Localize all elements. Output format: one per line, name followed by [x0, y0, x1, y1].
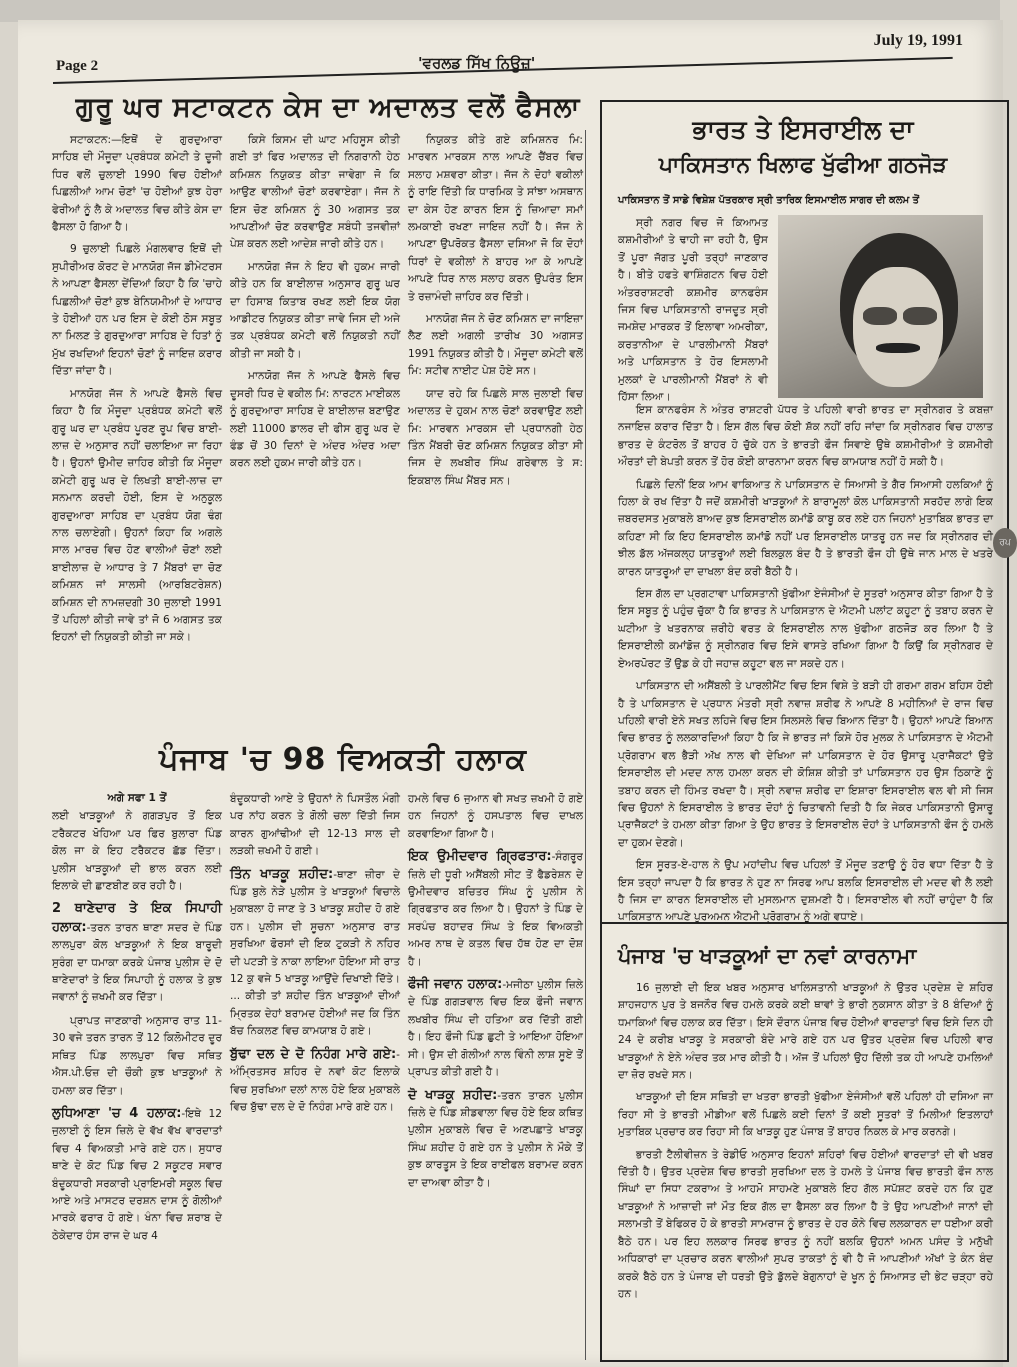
masthead: 'ਵਰਲਡ ਸਿੱਖ ਨਿਊਜ਼'	[418, 54, 536, 72]
paragraph: ਸਟਾਕਟਨ:—ਇਥੋਂ ਦੇ ਗੁਰਦੁਆਰਾ ਸਾਹਿਬ ਦੀ ਮੌਜੂਦਾ ਪ੍ਰਬੰਧਕ ਕਮੇਟੀ ਤੇ ਦੂਜੀ ਧਿਰ ਵਲੋਂ ਚੁਲਾਈ 1990 ਵਿਚ ਹੋਈਆਂ ਪਿਛਲੀਆਂ ਆਮ ਚੋਣਾਂ 'ਚ ਹੋਈਆਂ ਕੁਝ ਹੇਰਾ ਫੇਰੀਆਂ ਨੂੰ ਲੈ ਕੇ ਅਦਾਲਤ ਵਿਚ ਕੀਤੇ ਕੇਸ ਦਾ ਫੈਸਲਾ ਹੋ ਗਿਆ ਹੈ।	[52, 134, 222, 234]
paragraph: ਭਾਰਤੀ ਟੈਲੀਵੀਜ਼ਨ ਤੇ ਰੇਡੀਓ ਅਨੁਸਾਰ ਇਹਨਾਂ ਸ਼ਹਿਰਾਂ ਵਿਚ ਹੋਈਆਂ ਵਾਰਦਾਤਾਂ ਦੀ ਵੀ ਖਬਰ ਦਿੱਤੀ ਹੈ। ਉਤਰ ਪ੍ਰਦੇਸ਼ ਵਿਚ ਭਾਰਤੀ ਸੁਰਖਿਆ ਦਲ ਤੇ ਹਮਲੇ ਤੇ ਪੰਜਾਬ ਵਿਚ ਭਾਰਤੀ ਫੌਜ ਨਾਲ ਸਿੰਘਾਂ ਦਾ ਸਿਧਾ ਟਕਰਾਅ ਤੇ ਆਹਮੋ ਸਾਹਮਣੇ ਮੁਕਾਬਲੇ ਇਹ ਗੱਲ ਸਪੱਸ਼ਟ ਕਰਦੇ ਹਨ ਕਿ ਹੁਣ ਖਾੜਕੂਆਂ ਨੇ ਆਜ਼ਾਦੀ ਜਾਂ ਮੌਤ ਇਕ ਗੱਲ ਦਾ ਫੈਸਲਾ ਕਰ ਲਿਆ ਹੈ ਤੇ ਉਹ ਆਪਣੀਆਂ ਜਾਨਾਂ ਦੀ ਸਲਾਮਤੀ ਤੋਂ ਬੇਫਿਕਰ ਹੋ ਕੇ ਭਾਰਤੀ ਸਾਮਰਾਜ ਨੂੰ ਭਾਰਤ ਦੇ ਹਰ ਕੋਨੇ ਵਿਚ ਲਲਕਾਰਨ ਦਾ ਧਈਆ ਕਰੀ ਬੈਠੇ ਹਨ। ਪਰ ਇਹ ਲਲਕਾਰ ਸਿਰਫ ਭਾਰਤ ਨੂੰ ਨਹੀਂ ਬਲਕਿ ਉਹਨਾਂ ਅਮਨ ਪਸੰਦ ਤੇ ਮਨੁੱਖੀ ਅਧਿਕਾਰਾਂ ਦਾ ਪ੍ਰਚਾਰ ਕਰਨ ਵਾਲੀਆਂ ਸੁਪਰ ਤਾਕਤਾਂ ਨੂੰ ਵੀ ਹੈ ਜੋ ਆਪਣੀਆਂ ਅੱਖਾਂ ਤੇ ਕੰਨ ਬੰਦ ਕਰਕੇ ਬੈਠੇ ਹਨ ਤੇ ਪੰਜਾਬ ਦੀ ਧਰਤੀ ਉਤੇ ਡੁੱਲਦੇ ਬੇਗੁਨਾਹਾਂ ਦੇ ਖੂਨ ਨੂੰ ਸਿਆਸਤ ਦੀ ਭੇਟ ਚੜ੍ਹਾ ਰਹੇ ਹਨ।	[618, 1148, 993, 1300]
subheading: ਫੌਜੀ ਜਵਾਨ ਹਲਾਕ:	[408, 977, 503, 993]
page-number: Page 2	[56, 58, 99, 74]
paragraph: ਪ੍ਰਾਪਤ ਜਾਣਕਾਰੀ ਅਨੁਸਾਰ ਰਾਤ 11-30 ਵਜੇ ਤਰਨ ਤਾਰਨ ਤੋਂ 12 ਕਿਲੋਮੀਟਰ ਦੂਰ ਸਥਿਤ ਪਿੰਡ ਲਾਲਪੁਰਾ ਵਿਚ ਸਥਿਤ ਐਸ.ਪੀ.ਓਜ਼ ਦੀ ਚੌਕੀ ਕੁਝ ਖਾੜਕੂਆਂ ਨੇ ਹਮਲਾ ਕਰ ਦਿੱਤਾ।	[52, 1014, 222, 1097]
militants-headline: ਪੰਜਾਬ 'ਚ ਖਾੜਕੂਆਂ ਦਾ ਨਵਾਂ ਕਾਰਨਾਮਾ	[618, 944, 917, 968]
paragraph: ਕਿਸੇ ਕਿਸਮ ਦੀ ਘਾਟ ਮਹਿਸੂਸ ਕੀਤੀ ਗਈ ਤਾਂ ਫਿਰ ਅਦਾਲਤ ਦੀ ਨਿਗਰਾਨੀ ਹੇਠ ਕਮਿਸ਼ਨ ਨਿਯੁਕਤ ਕੀਤਾ ਜਾਵੇਗਾ ਜੋ ਕਿ ਆਉਣ ਵਾਲੀਆਂ ਚੋਣਾਂ ਕਰਵਾਏਗਾ। ਜੱਜ ਨੇ ਇਸ ਚੋਣ ਕਮਿਸ਼ਨ ਨੂੰ 30 ਅਗਸਤ ਤਕ ਆਪਣੀਆਂ ਚੋਣ ਕਰਵਾਉਣ ਸਬੰਧੀ ਤਜਵੀਜ਼ਾਂ ਪੇਸ਼ ਕਰਨ ਲਈ ਆਦੇਸ਼ ਜਾਰੀ ਕੀਤੇ ਹਨ।	[230, 134, 400, 251]
paragraph: -ਅੰਮ੍ਰਿਤਸਰ ਸ਼ਹਿਰ ਦੇ ਨਵਾਂ ਕੋਟ ਇਲਾਕੇ ਵਿਚ ਸੁਰਖਿਆ ਦਲਾਂ ਨਾਲ ਹੋਏ ਇਕ ਮੁਕਾਬਲੇ ਵਿਚ ਬੁੱਢਾ ਦਲ ਦੇ ਦੋ ਨਿਹੰਗ ਮਾਰੇ ਗਏ ਹਨ।	[230, 1048, 400, 1113]
subheading: ਤਿੰਨ ਖਾੜਕੂ ਸ਼ਹੀਦ:	[230, 866, 334, 882]
paragraph: ਮਾਨਯੋਗ ਜੱਜ ਨੇ ਆਪਣੇ ਫੈਸਲੇ ਵਿਚ ਕਿਹਾ ਹੈ ਕਿ ਮੌਜੂਦਾ ਪ੍ਰਬੰਧਕ ਕਮੇਟੀ ਵਲੋਂ ਗੁਰੂ ਘਰ ਦਾ ਪ੍ਰਬੰਧ ਪੂਰਣ ਰੂਪ ਵਿਚ ਬਾਈ-ਲਾਜ਼ ਦੇ ਅਨੁਸਾਰ ਨਹੀਂ ਚਲਾਇਆ ਜਾ ਰਿਹਾ ਹੈ। ਉਹਨਾਂ ਉਮੀਦ ਜ਼ਾਹਿਰ ਕੀਤੀ ਕਿ ਮੌਜੂਦਾ ਕਮੇਟੀ ਗੁਰੂ ਘਰ ਦੇ ਲਿਖਤੀ ਬਾਈ-ਲਾਜ਼ ਦਾ ਸਨਮਾਨ ਕਰਦੀ ਹੋਈ, ਇਸ ਦੇ ਅਨੁਕੂਲ ਗੁਰਦੁਆਰਾ ਸਾਹਿਬ ਦਾ ਪ੍ਰਬੰਧ ਯੋਗ ਢੰਗ ਨਾਲ ਚਲਾਏਗੀ। ਉਹਨਾਂ ਕਿਹਾ ਕਿ ਅਗਲੇ ਸਾਲ ਮਾਰਚ ਵਿਚ ਹੋਣ ਵਾਲੀਆਂ ਚੋਣਾਂ ਲਈ ਬਾਈਲਾਜ਼ ਦੇ ਆਧਾਰ ਤੇ 7 ਮੈਂਬਰਾਂ ਦਾ ਚੋਣ ਕਮਿਸ਼ਨ ਜਾਂ ਸਾਲਸੀ (ਆਰਬਿਟਰੇਸ਼ਨ) ਕਮਿਸ਼ਨ ਦੀ ਨਾਮਜ਼ਦਗੀ 30 ਜੁਲਾਈ 1991 ਤੋਂ ਪਹਿਲਾਂ ਕੀਤੀ ਜਾਵੇ ਤਾਂ ਜੋ 6 ਅਗਸਤ ਤਕ ਇਹਨਾਂ ਦੀ ਨਿਯੁਕਤੀ ਕੀਤੀ ਜਾ ਸਕੇ।	[52, 387, 222, 644]
paragraph: ਖਾੜਕੂਆਂ ਦੀ ਇਸ ਸਥਿਤੀ ਦਾ ਖਤਰਾ ਭਾਰਤੀ ਖੁੱਫੀਆ ਏਜੰਸੀਆਂ ਵਲੋਂ ਪਹਿਲਾਂ ਹੀ ਦਸਿਆ ਜਾ ਰਿਹਾ ਸੀ ਤੇ ਭਾਰਤੀ ਮੀਡੀਆ ਵਲੋਂ ਪਿਛਲੇ ਕਈ ਦਿਨਾਂ ਤੋਂ ਕਈ ਸੂਤਰਾਂ ਤੋਂ ਮਿਲੀਆਂ ਇਤਲਾਹਾਂ ਮੁਤਾਬਿਕ ਪ੍ਰਚਾਰ ਕਰ ਰਿਹਾ ਸੀ ਕਿ ਖਾੜਕੂ ਹੁਣ ਪੰਜਾਬ ਤੋਂ ਬਾਹਰ ਨਿਕਲ ਕੇ ਮਾਰ ਕਰਨਗੇ।	[618, 1091, 993, 1139]
israel-intro	[618, 215, 768, 404]
court-col-1	[52, 132, 222, 722]
paragraph: 9 ਚੁਲਾਈ ਪਿਛਲੇ ਮੰਗਲਵਾਰ ਇਥੋਂ ਦੀ ਸੁਪੀਰੀਅਰ ਕੋਰਟ ਦੇ ਮਾਨਯੋਗ ਜੱਜ ਡੀਮੇਟਰਸ ਨੇ ਆਪਣਾ ਫੈਸਲਾ ਦੇਂਦਿਆਂ ਕਿਹਾ ਹੈ ਕਿ 'ਚਾਹੇ ਪਿਛਲੀਆਂ ਚੋਣਾਂ ਕੁਝ ਬੇਨਿਯਮੀਆਂ ਦੇ ਆਧਾਰ ਤੇ ਹੋਈਆਂ ਹਨ ਪਰ ਇਸ ਦੇ ਕੋਈ ਠੋਸ ਸਬੂਤ ਨਾ ਮਿਲਣ ਤੇ ਗੁਰਦੁਆਰਾ ਸਾਹਿਬ ਦੇ ਹਿਤਾਂ ਨੂੰ ਮੁੱਖ ਰਖਦਿਆਂ ਇਹਨਾਂ ਚੋਣਾਂ ਨੂੰ ਜਾਇਜ਼ ਕਰਾਰ ਦਿੱਤਾ ਜਾਂਦਾ ਹੈ।	[52, 243, 223, 378]
paragraph: ਮਾਨਯੋਗ ਜੱਜ ਨੇ ਚੋਣ ਕਮਿਸ਼ਨ ਦਾ ਜਾਇਜ਼ਾ ਲੈਣ ਲਈ ਅਗਲੀ ਤਾਰੀਖ 30 ਅਗਸਤ 1991 ਨਿਯੁਕਤ ਕੀਤੀ ਹੈ। ਮੌਜੂਦਾ ਕਮੇਟੀ ਵਲੋਂ ਮਿ: ਸਟੀਵ ਨਾਈਟ ਪੇਸ਼ ਹੋਏ ਸਨ।	[408, 313, 583, 378]
punjab98-headline: ਪੰਜਾਬ 'ਚ 98 ਵਿਅਕਤੀ ਹਲਾਕ	[159, 742, 527, 777]
paragraph: ਬੰਦੂਕਧਾਰੀ ਆਏ ਤੇ ਉਹਨਾਂ ਨੇ ਪਿਸਤੌਲ ਮੰਗੀ ਪਰ ਨਾਂਹ ਕਰਨ ਤੇ ਗੋਲੀ ਚਲਾ ਦਿੱਤੀ ਜਿਸ ਕਾਰਨ ਗੁਆਂਢੀਆਂ ਦੀ 12-13 ਸਾਲ ਦੀ ਲੜਕੀ ਜ਼ਖਮੀ ਹੋ ਗਈ।	[230, 793, 400, 858]
mustache-shape	[876, 343, 920, 353]
paragraph: -ਇਥੇ 12 ਜੁਲਾਈ ਨੂੰ ਇਸ ਜ਼ਿਲੇ ਦੇ ਵੱਖ ਵੱਖ ਵਾਰਦਾਤਾਂ ਵਿਚ 4 ਵਿਅਕਤੀ ਮਾਰੇ ਗਏ ਹਨ। ਸੁਧਾਰ ਥਾਣੇ ਦੇ ਕੋਟ ਪਿੰਡ ਵਿਚ 2 ਸਕੂਟਰ ਸਵਾਰ ਬੰਦੂਕਧਾਰੀ ਸਰਕਾਰੀ ਪ੍ਰਾਇਮਰੀ ਸਕੂਲ ਵਿਚ ਆਏ ਅਤੇ ਮਾਸਟਰ ਦਰਸ਼ਨ ਦਾਸ ਨੂੰ ਗੋਲੀਆਂ ਮਾਰਕੇ ਫਰਾਰ ਹੋ ਗਏ। ਖੰਨਾ ਵਿਚ ਸ਼ਰਾਬ ਦੇ ਠੇਕੇਦਾਰ ਹੰਸ ਰਾਜ ਦੇ ਘਰ 4	[52, 1107, 222, 1242]
paragraph: ਨਿਯੁਕਤ ਕੀਤੇ ਗਏ ਕਮਿਸ਼ਨਰ ਮਿ: ਮਾਰਵਨ ਮਾਰਕਸ ਨਾਲ ਆਪਣੇ ਚੈਂਬਰ ਵਿਚ ਸਲਾਹ ਮਸ਼ਵਰਾ ਕੀਤਾ। ਜੱਜ ਨੇ ਦੋਹਾਂ ਵਕੀਲਾਂ ਨੂੰ ਰਾਇ ਦਿੱਤੀ ਕਿ ਧਾਰਮਿਕ ਤੇ ਸਾਂਝਾ ਅਸਥਾਨ ਦਾ ਕੇਸ ਹੋਣ ਕਾਰਨ ਇਸ ਨੂੰ ਜ਼ਿਆਦਾ ਸਮਾਂ ਲਮਕਾਈ ਰਖਣਾ ਜਾਇਜ਼ ਨਹੀਂ ਹੈ। ਜੱਜ ਨੇ ਆਪਣਾ ਉਪਰੋਕਤ ਫੈਸਲਾ ਦਸਿਆ ਜੋ ਕਿ ਦੋਹਾਂ ਧਿਰਾਂ ਦੇ ਵਕੀਲਾਂ ਨੇ ਬਾਹਰ ਆ ਕੇ ਆਪਣੇ ਆਪਣੇ ਧਿਰ ਨਾਲ ਸਲਾਹ ਕਰਨ ਉਪਰੰਤ ਇਸ ਤੇ ਰਜ਼ਾਮੰਦੀ ਜ਼ਾਹਿਰ ਕਰ ਦਿੱਤੀ।	[408, 134, 583, 303]
paragraph: -ਮਜੀਠਾ ਪੁਲੀਸ ਜ਼ਿਲੇ ਦੇ ਪਿੰਡ ਗਗੜਵਾਲ ਵਿਚ ਇਕ ਫੌਜੀ ਜਵਾਨ ਲਖਬੀਰ ਸਿੰਘ ਦੀ ਹਤਿਆ ਕਰ ਦਿੱਤੀ ਗਈ ਹੈ। ਇਹ ਫੌਜੀ ਪਿੰਡ ਛੁਟੀ ਤੇ ਆਇਆ ਹੋਇਆ ਸੀ। ਉਸ ਦੀ ਗੋਲੀਆਂ ਨਾਲ ਵਿੰਨੀ ਲਾਸ਼ ਸੂਏ ਤੋਂ ਪ੍ਰਾਪਤ ਕੀਤੀ ਗਈ ਹੈ।	[408, 979, 583, 1079]
newspaper-page	[18, 20, 1011, 1367]
punjab98-col-2	[230, 790, 400, 1360]
glasses-icon	[903, 307, 937, 325]
paragraph: -ਤਰਨ ਤਾਰਨ ਥਾਣਾ ਸਦਰ ਦੇ ਪਿੰਡ ਲਾਲਪੁਰਾ ਕੋਲ ਖਾੜਕੂਆਂ ਨੇ ਇਕ ਬਾਰੂਦੀ ਸੁਰੰਗ ਦਾ ਧਮਾਕਾ ਕਰਕੇ ਪੰਜਾਬ ਪੁਲੀਸ ਦੇ ਦੋ ਥਾਣੇਦਾਰਾਂ ਤੇ ਇਕ ਸਿਪਾਹੀ ਨੂੰ ਹਲਾਕ ਤੇ ਕੁਝ ਜਵਾਨਾਂ ਨੂੰ ਜ਼ਖਮੀ ਕਰ ਦਿੱਤਾ।	[52, 921, 222, 1004]
issue-date: July 19, 1991	[873, 32, 963, 49]
paragraph: ਇਸ ਸੂਰਤ-ਏ-ਹਾਲ ਨੇ ਉਪ ਮਹਾਂਦੀਪ ਵਿਚ ਪਹਿਲਾਂ ਤੋਂ ਮੌਜੂਦ ਤਣਾਉ ਨੂੰ ਹੋਰ ਵਧਾ ਦਿੱਤਾ ਹੈ ਤੇ ਇਸ ਤਰ੍ਹਾਂ ਜਾਪਦਾ ਹੈ ਕਿ ਭਾਰਤ ਨੇ ਹੁਣ ਨਾ ਸਿਰਫ ਆਪ ਬਲਕਿ ਇਸਰਾਈਲ ਦੀ ਮਦਦ ਵੀ ਲੈ ਲਈ ਹੈ ਜਿਸ ਦਾ ਕਾਰਨ ਇਸਰਾਈਲ ਦੀ ਮੁਸਲਮਾਨ ਦੁਸ਼ਮਣੀ ਹੈ। ਇਸਰਾਈਲ ਵੀ ਨਹੀਂ ਚਾਹੁੰਦਾ ਹੈ ਕਿ ਪਾਕਿਸਤਾਨ ਆਪਣੇ ਪੁਰਅਮਨ ਐਟਮੀ ਪ੍ਰੋਗਰਾਮ ਨੂੰ ਅਗੇ ਵਧਾਏ।	[618, 859, 993, 924]
israel-headline: ਭਾਰਤ ਤੇ ਇਸਰਾਈਲ ਦਾ ਪਾਕਿਸਤਾਨ ਖਿਲਾਫ ਖੁੱਫੀਆ ਗਠਜੋੜ	[658, 115, 948, 178]
israel-byline: ਪਾਕਿਸਤਾਨ ਤੋਂ ਸਾਡੇ ਵਿਸ਼ੇਸ਼ ਪੱਤਰਕਾਰ ਸ੍ਰੀ ਤਾਰਿਕ ਇਸਮਾਈਲ ਸਾਗਰ ਦੀ ਕਲਮ ਤੋਂ	[618, 195, 920, 206]
subheading: ਲੁਧਿਆਣਾ 'ਚ 4 ਹਲਾਕ:	[52, 1105, 182, 1121]
paragraph: ਮਾਨਯੋਗ ਜੱਜ ਨੇ ਇਹ ਵੀ ਹੁਕਮ ਜਾਰੀ ਕੀਤੇ ਹਨ ਕਿ ਬਾਈਲਾਜ਼ ਅਨੁਸਾਰ ਗੁਰੂ ਘਰ ਦਾ ਹਿਸਾਬ ਕਿਤਾਬ ਰਖਣ ਲਈ ਇਕ ਯੋਗ ਆਡੀਟਰ ਨਿਯੁਕਤ ਕੀਤਾ ਜਾਵੇ ਜਿਸ ਦੀ ਅਜੇ ਤਕ ਪ੍ਰਬੰਧਕ ਕਮੇਟੀ ਵਲੋਂ ਨਿਯੁਕਤੀ ਨਹੀਂ ਕੀਤੀ ਜਾ ਸਕੀ ਹੈ।	[230, 260, 400, 360]
court-col-3	[408, 132, 583, 722]
paragraph: ਮਾਨਯੋਗ ਜੱਜ ਨੇ ਆਪਣੇ ਫੈਸਲੇ ਵਿਚ ਦੂਸਰੀ ਧਿਰ ਦੇ ਵਕੀਲ ਮਿ: ਨਾਰਟਨ ਮਾਈਕਲ ਨੂੰ ਗੁਰਦੁਆਰਾ ਸਾਹਿਬ ਦੇ ਬਾਈਲਾਜ਼ ਬਣਾਉਣ ਲਈ 11000 ਡਾਲਰ ਦੀ ਫੀਸ ਗੁਰੂ ਘਰ ਦੇ ਫੰਡ ਚੋਂ 30 ਦਿਨਾਂ ਦੇ ਅੰਦਰ ਅੰਦਰ ਅਦਾ ਕਰਨ ਲਈ ਹੁਕਮ ਜਾਰੀ ਕੀਤੇ ਹਨ।	[230, 370, 400, 470]
column-divider	[585, 130, 586, 1360]
paragraph: -ਥਾਣਾ ਜ਼ੀਰਾ ਦੇ ਪਿੰਡ ਬੁਲੇ ਨੇੜੇ ਪੁਲੀਸ ਤੇ ਖਾੜਕੂਆਂ ਵਿਚਾਲੇ ਮੁਕਾਬਲਾ ਹੋ ਜਾਣ ਤੇ 3 ਖਾੜਕੂ ਸ਼ਹੀਦ ਹੋ ਗਏ ਹਨ। ਪੁਲੀਸ ਦੀ ਸੂਚਨਾ ਅਨੁਸਾਰ ਰਾਤ ਸੁਰਖਿਆ ਫੋਰਸਾਂ ਦੀ ਇਕ ਟੁਕੜੀ ਨੇ ਨਹਿਰ ਦੀ ਪਟੜੀ ਤੇ ਨਾਕਾ ਲਾਇਆ ਹੋਇਆ ਸੀ ਰਾਤ 12 ਕੁ ਵਜੇ 5 ਖਾੜਕੂ ਆਉਂਦੇ ਦਿਖਾਈ ਦਿੱਤੇ। ... ਕੀਤੀ ਤਾਂ ਸ਼ਹੀਦ ਤਿੰਨ ਖਾੜਕੂਆਂ ਦੀਆਂ ਮ੍ਰਿਤਕ ਦੇਹਾਂ ਬਰਾਮਦ ਹੋਈਆਂ ਜਦ ਕਿ ਤਿੰਨ ਬੱਚ ਨਿਕਲਣ ਵਿਚ ਕਾਮਯਾਬ ਹੋ ਗਏ।	[230, 868, 401, 1038]
punjab98-col-3	[408, 790, 583, 1360]
subheading: 2 ਥਾਣੇਦਾਰ ਤੇ ਇਕ ਸਿਪਾਹੀ ਹਲਾਕ:	[52, 901, 222, 935]
court-col-2	[230, 132, 400, 722]
militants-body	[618, 980, 993, 1350]
subheading: ਬੁੱਢਾ ਦਲ ਦੇ ਦੋ ਨਿਹੰਗ ਮਾਰੇ ਗਏ:	[230, 1046, 397, 1062]
continued-from-label: ਅਗੇ ਸਫਾ 1 ਤੋਂ	[107, 792, 167, 804]
court-headline: ਗੁਰੂ ਘਰ ਸਟਾਕਟਨ ਕੇਸ ਦਾ ਅਦਾਲਤ ਵਲੋਂ ਫੈਸਲਾ	[75, 92, 581, 123]
paragraph: ਸ੍ਰੀ ਨਗਰ ਵਿਚ ਜੋ ਕਿਆਮਤ ਕਸ਼ਮੀਰੀਆਂ ਤੇ ਢਾਹੀ ਜਾ ਰਹੀ ਹੈ, ਉਸ ਤੋਂ ਪੂਰਾ ਜੱਗਤ ਪੂਰੀ ਤਰ੍ਹਾਂ ਜਾਣਕਾਰ ਹੈ। ਬੀਤੇ ਹਫਤੇ ਵਾਸ਼ਿੰਗਟਨ ਵਿਚ ਹੋਈ ਅੰਤਰਰਾਸ਼ਟਰੀ ਕਸ਼ਮੀਰ ਕਾਨਫਰੰਸ ਜਿਸ ਵਿਚ ਪਾਕਿਸਤਾਨੀ ਰਾਜਦੂਤ ਸ੍ਰੀ ਜਮਸ਼ੇਦ ਮਾਰਕਰ ਤੋਂ ਇਲਾਵਾ ਅਮਰੀਕਾ, ਕਰਤਾਨੀਆ ਦੇ ਪਾਰਲੀਮਾਨੀ ਮੈਂਬਰਾਂ ਅਤੇ ਪਾਕਿਸਤਾਨ ਤੇ ਹੋਰ ਇਸਲਾਮੀ ਮੁਲਕਾਂ ਦੇ ਪਾਰਲੀਮਾਨੀ ਮੈਂਬਰਾਂ ਨੇ ਵੀ ਹਿੱਸਾ ਲਿਆ।	[618, 217, 768, 404]
subheading: ਇਕ ਉਮੀਦਵਾਰ ਗ੍ਰਿਫਤਾਰ:	[408, 849, 552, 865]
subheading: ਦੋ ਖਾੜਕੂ ਸ਼ਹੀਦ:	[408, 1087, 498, 1103]
paragraph: ਇਸ ਕਾਨਫਰੰਸ ਨੇ ਅੰਤਰ ਰਾਸ਼ਟਰੀ ਪੱਧਰ ਤੇ ਪਹਿਲੀ ਵਾਰੀ ਭਾਰਤ ਦਾ ਸ੍ਰੀਨਗਰ ਤੇ ਕਬਜ਼ਾ ਨਜਾਇਜ਼ ਕਰਾਰ ਦਿੱਤਾ ਹੈ। ਇਸ ਗੱਲ ਵਿਚ ਕੋਈ ਸ਼ੱਕ ਨਹੀਂ ਰਹਿ ਜਾਂਦਾ ਕਿ ਸ੍ਰੀਨਗਰ ਵਿਚ ਹਾਲਾਤ ਭਾਰਤ ਦੇ ਕੰਟਰੋਲ ਤੋਂ ਬਾਹਰ ਹੋ ਚੁੱਕੇ ਹਨ ਤੇ ਭਾਰਤੀ ਫੌਜ ਸਿਵਾਏ ਉਥੇ ਕਸ਼ਮੀਰੀਆਂ ਤੇ ਕਸ਼ਮੀਰੀ ਔਰਤਾਂ ਦੀ ਬੇਪਤੀ ਕਰਨ ਤੋਂ ਹੋਰ ਕੋਈ ਕਾਰਨਾਮਾ ਕਰਨ ਵਿਚ ਕਾਮਯਾਬ ਨਹੀਂ ਹੋ ਸਕੀ ਹੈ।	[618, 404, 993, 469]
paragraph: ਪਾਕਿਸਤਾਨ ਦੀ ਅਸੈਂਬਲੀ ਤੇ ਪਾਰਲੀਮੈਂਟ ਵਿਚ ਇਸ ਵਿਸ਼ੇ ਤੇ ਬੜੀ ਹੀ ਗਰਮਾ ਗਰਮ ਬਹਿਸ ਹੋਈ ਹੈ ਤੇ ਪਾਕਿਸਤਾਨ ਦੇ ਪ੍ਰਧਾਨ ਮੰਤਰੀ ਸ੍ਰੀ ਨਵਾਜ਼ ਸ਼ਰੀਫ ਨੇ ਆਪਣੇ 8 ਮਹੀਨਿਆਂ ਦੇ ਰਾਜ ਵਿਚ ਪਹਿਲੀ ਵਾਰੀ ਏਨੇ ਸਖਤ ਲਹਿਜੇ ਵਿਚ ਇਸ ਸਿਲਸਲੇ ਵਿਚ ਬਿਆਨ ਦਿੱਤਾ ਹੈ। ਉਹਨਾਂ ਆਪਣੇ ਬਿਆਨ ਵਿਚ ਭਾਰਤ ਨੂੰ ਲਲਕਾਰਦਿਆਂ ਕਿਹਾ ਹੈ ਕਿ ਜੇ ਭਾਰਤ ਜਾਂ ਕਿਸੇ ਹੋਰ ਮੁਲਕ ਨੇ ਪਾਕਿਸਤਾਨ ਦੇ ਐਟਮੀ ਪ੍ਰੋਗਰਾਮ ਵਲ ਭੈੜੀ ਅੱਖ ਨਾਲ ਵੀ ਦੇਖਿਆ ਜਾਂ ਪਾਕਿਸਤਾਨ ਦੇ ਹੋਰ ਉਸਾਰੂ ਪ੍ਰਾਜੈਕਟਾਂ ਉਤੇ ਇਸਰਾਈਲ ਦੀ ਮਦਦ ਨਾਲ ਹਮਲਾ ਕਰਨ ਦੀ ਕੋਸ਼ਿਸ਼ ਕੀਤੀ ਤਾਂ ਪਾਕਿਸਤਾਨ ਹਰ ਉਸ ਠਿਕਾਣੇ ਨੂੰ ਤਬਾਹ ਕਰਨ ਦੀ ਹਿੰਮਤ ਰਖਦਾ ਹੈ। ਸ੍ਰੀ ਨਵਾਜ਼ ਸ਼ਰੀਫ ਦਾ ਇਸ਼ਾਰਾ ਇਸਰਾਈਲ ਵਲ ਵੀ ਸੀ ਜਿਸ ਵਿਚ ਉਹਨਾਂ ਨੇ ਇਸਰਾਈਲ ਤੇ ਭਾਰਤ ਦੋਹਾਂ ਨੂੰ ਚਿਤਾਵਨੀ ਦਿਤੀ ਹੈ ਕਿ ਜੇਕਰ ਪਾਕਿਸਤਾਨੀ ਉਸਾਰੂ ਪ੍ਰਾਜੈਕਟਾਂ ਤੇ ਹਮਲਾ ਕੀਤਾ ਗਿਆ ਤੇ ਉਹ ਭਾਰਤ ਤੇ ਇਸਰਾਈਲ ਦੋਹਾਂ ਤੇ ਪਾਕਿਸਤਾਨੀ ਫੌਜ ਨੂੰ ਹਮਲੇ ਦਾ ਹੁਕਮ ਦੇਣਗੇ।	[618, 680, 994, 849]
glasses-icon	[863, 307, 897, 325]
author-photo	[778, 215, 983, 398]
paragraph: 16 ਜੁਲਾਈ ਦੀ ਇਕ ਖਬਰ ਅਨੁਸਾਰ ਖਾਲਿਸਤਾਨੀ ਖਾੜਕੂਆਂ ਨੇ ਉਤਰ ਪ੍ਰਦੇਸ਼ ਦੇ ਸ਼ਹਿਰ ਸ਼ਾਹਜਹਾਨ ਪੁਰ ਤੇ ਬਜਨੌਰ ਵਿਚ ਹਮਲੇ ਕਰਕੇ ਕਈ ਥਾਵਾਂ ਤੇ ਭਾਰੀ ਨੁਕਸਾਨ ਕੀਤਾ ਤੇ 8 ਬੰਦਿਆਂ ਨੂੰ ਧਮਾਕਿਆਂ ਵਿਚ ਹਲਾਕ ਕਰ ਦਿੱਤਾ। ਇਸੇ ਦੌਰਾਨ ਪੰਜਾਬ ਵਿਚ ਹੋਈਆਂ ਵਾਰਦਾਤਾਂ ਵਿਚ ਇਸੇ ਦਿਨ ਹੀ 24 ਦੇ ਕਰੀਬ ਖਾੜਕੂ ਤੇ ਸਰਕਾਰੀ ਬੰਦੇ ਮਾਰੇ ਗਏ ਹਨ ਪਰ ਉਤਰ ਪ੍ਰਦੇਸ਼ ਵਿਚ ਪਹਿਲੀ ਵਾਰ ਖਾੜਕੂਆਂ ਨੇ ਏਨੇ ਅੰਦਰ ਤਕ ਮਾਰ ਕੀਤੀ ਹੈ। ਅੱਜ ਤੋਂ ਪਹਿਲਾਂ ਉਹ ਦਿੱਲੀ ਤਕ ਹੀ ਆਪਣੇ ਹਮਲਿਆਂ ਦਾ ਜ਼ੋਰ ਰਖਦੇ ਸਨ।	[618, 982, 993, 1082]
paragraph: -ਤਰਨ ਤਾਰਨ ਪੁਲੀਸ ਜ਼ਿਲੇ ਦੇ ਪਿੰਡ ਸ਼ੀਡਵਾਲਾ ਵਿਚ ਹੋਏ ਇਕ ਕਥਿਤ ਪੁਲੀਸ ਮੁਕਾਬਲੇ ਵਿਚ ਦੋ ਅਣਪਛਾਤੇ ਖਾੜਕੂ ਸਿੰਘ ਸ਼ਹੀਦ ਹੋ ਗਏ ਹਨ ਤੇ ਪੁਲੀਸ ਨੇ ਮੌਕੇ ਤੋਂ ਕੁਝ ਕਾਰਤੂਸ ਤੇ ਇਕ ਰਾਈਫਲ ਬਰਾਮਦ ਕਰਨ ਦਾ ਦਾਅਵਾ ਕੀਤਾ ਹੈ।	[408, 1089, 583, 1189]
paragraph: ਹਮਲੇ ਵਿਚ 6 ਜੁਆਨ ਵੀ ਸਖਤ ਜ਼ਖਮੀ ਹੋ ਗਏ ਹਨ ਜਿਹਨਾਂ ਨੂੰ ਹਸਪਤਾਲ ਵਿਚ ਦਾਖਲ ਕਰਵਾਇਆ ਗਿਆ ਹੈ।	[408, 793, 583, 840]
paragraph: ਪਿਛਲੇ ਦਿਨੀਂ ਇਕ ਆਮ ਵਾਕਿਆਤ ਨੇ ਪਾਕਿਸਤਾਨ ਦੇ ਸਿਆਸੀ ਤੇ ਗੈਰ ਸਿਆਸੀ ਹਲਕਿਆਂ ਨੂੰ ਹਿਲਾ ਕੇ ਰਖ ਦਿੱਤਾ ਹੈ ਜਦੋਂ ਕਸ਼ਮੀਰੀ ਖਾੜਕੂਆਂ ਨੇ ਬਾਰਾਮੂਲਾਂ ਕੋਲ ਪਾਕਿਸਤਾਨੀ ਸਰਹੱਦ ਲਾਗੇ ਇਕ ਜ਼ਬਰਦਸਤ ਮੁਕਾਬਲੇ ਬਾਅਦ ਕੁਝ ਇਸਰਾਈਲ ਕਮਾਂਡੋ ਕਾਬੂ ਕਰ ਲਏ ਹਨ ਜਿਹਨਾਂ ਮੁਤਾਬਿਕ ਭਾਰਤ ਦਾ ਕਹਿਣਾ ਸੀ ਕਿ ਇਹ ਇਸਰਾਈਲ ਕਮਾਂਡੋ ਨਹੀਂ ਪਰ ਇਸਰਾਈਲ ਯਾਤਰੂ ਹਨ ਜਦ ਕਿ ਸ੍ਰੀਨਗਰ ਦੀ ਝੀਲ ਡੱਲ ਅੱਜਕਲ੍ਹ ਯਾਤਰੂਆਂ ਲਈ ਬਿਲਕੁਲ ਬੰਦ ਹੈ ਤੇ ਭਾਰਤੀ ਫੌਜ ਹੀ ਉਥੇ ਜਾਨ ਮਾਲ ਦੇ ਖਤਰੇ ਕਾਰਨ ਯਾਤਰੂਆਂ ਦਾ ਦਾਖਲਾ ਬੰਦ ਕਰੀ ਬੈਠੀ ਹੈ।	[618, 478, 993, 578]
face-shape	[853, 267, 943, 387]
punjab98-col-1	[52, 790, 222, 1360]
paragraph: ਇਸ ਗੱਲ ਦਾ ਪ੍ਰਗਟਾਵਾ ਪਾਕਿਸਤਾਨੀ ਖੁੱਫੀਆ ਏਜੰਸੀਆਂ ਦੇ ਸੂਤਰਾਂ ਅਨੁਸਾਰ ਕੀਤਾ ਗਿਆ ਹੈ ਤੇ ਇਸ ਸਬੂਤ ਨੂੰ ਪਹੁੰਚ ਚੁੱਕਾ ਹੈ ਕਿ ਭਾਰਤ ਨੇ ਪਾਕਿਸਤਾਨ ਦੇ ਐਟਮੀ ਪਲਾਂਟ ਕਹੂਟਾ ਨੂੰ ਤਬਾਹ ਕਰਨ ਦੇ ਘਟੀਆ ਤੇ ਖਤਰਨਾਕ ਜ਼ਰੀਹੇ ਵਰਤ ਕੇ ਇਸਰਾਈਲ ਨਾਲ ਖੁੱਫੀਆ ਗਠਜੋੜ ਕਰ ਲਿਆ ਹੈ ਤੇ ਇਸਰਾਈਲੀ ਕਮਾਂਡੋਜ਼ ਨੂੰ ਸ੍ਰੀਨਗਰ ਵਿਚ ਇਸੇ ਵਾਸਤੇ ਰਖਿਆ ਗਿਆ ਹੈ ਕਿਉਂ ਕਿ ਸ੍ਰੀਨਗਰ ਦੇ ਏਅਰਪੋਰਟ ਤੋਂ ਉਡ ਕੇ ਹੀ ਜਹਾਜ਼ ਕਹੂਟਾ ਵਲ ਜਾ ਸਕਦੇ ਹਨ।	[618, 588, 993, 670]
israel-body	[618, 402, 994, 924]
paragraph: ਲਈ ਖਾੜਕੂਆਂ ਨੇ ਗਗੜਪੁਰ ਤੋਂ ਇਕ ਟਰੈਕਟਰ ਖੋਹਿਆ ਪਰ ਫਿਰ ਬੁਲਾਰਾ ਪਿੰਡ ਕੋਲ ਜਾ ਕੇ ਇਹ ਟਰੈਕਟਰ ਛੱਡ ਦਿੱਤਾ। ਪੁਲੀਸ ਖਾੜਕੂਆਂ ਦੀ ਭਾਲ ਕਰਨ ਲਈ ਇਲਾਕੇ ਦੀ ਛਾਣਬੀਣ ਕਰ ਰਹੀ ਹੈ।	[52, 810, 222, 893]
paragraph: -ਸੰਗਰੂਰ ਜ਼ਿਲੇ ਦੀ ਧੂਰੀ ਅਸੈਂਬਲੀ ਸੀਟ ਤੋਂ ਫੈਡਰੇਸ਼ਨ ਦੇ ਉਮੀਦਵਾਰ ਬਚਿਤਰ ਸਿੰਘ ਨੂੰ ਪੁਲੀਸ ਨੇ ਗ੍ਰਿਫਤਾਰ ਕਰ ਲਿਆ ਹੈ। ਉਹਨਾਂ ਤੇ ਪਿੰਡ ਦੇ ਸਰਪੰਚ ਬਹਾਦਰ ਸਿੰਘ ਤੇ ਇਕ ਵਿਅਕਤੀ ਅਮਰ ਨਾਥ ਦੇ ਕਤਲ ਵਿਚ ਹੱਥ ਹੋਣ ਦਾ ਦੋਸ਼ ਹੈ।	[408, 851, 583, 968]
binder-tab-icon: ਰਪ	[993, 528, 1017, 558]
adjacent-page-strip	[0, 0, 1000, 22]
paragraph: ਯਾਦ ਰਹੇ ਕਿ ਪਿਛਲੇ ਸਾਲ ਜੁਲਾਈ ਵਿਚ ਅਦਾਲਤ ਦੇ ਹੁਕਮ ਨਾਲ ਚੋਣਾਂ ਕਰਵਾਉਣ ਲਈ ਮਿ: ਮਾਰਵਨ ਮਾਰਕਸ ਦੀ ਪ੍ਰਧਾਨਗੀ ਹੇਠ ਤਿੰਨ ਮੈਂਬਰੀ ਚੋਣ ਕਮਿਸ਼ਨ ਨਿਯੁਕਤ ਕੀਤਾ ਸੀ ਜਿਸ ਦੇ ਲਖਬੀਰ ਸਿੰਘ ਗਰੇਵਾਲ ਤੇ ਸ: ਇਕਬਾਲ ਸਿੰਘ ਮੈਂਬਰ ਸਨ।	[408, 387, 583, 487]
